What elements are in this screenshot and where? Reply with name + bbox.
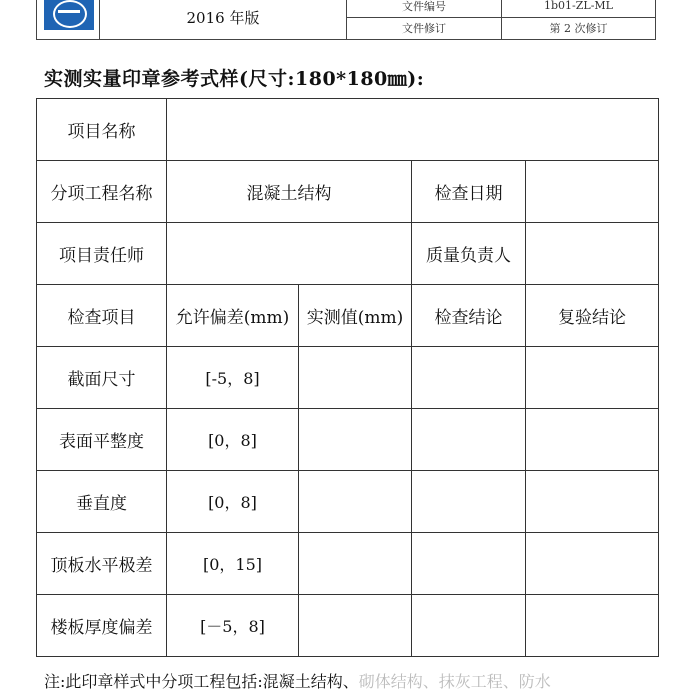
recheck-result-cell — [526, 471, 659, 533]
check-result-cell — [412, 595, 526, 657]
recheck-result-cell — [526, 409, 659, 471]
measured-value-cell — [299, 471, 412, 533]
check-date-value — [526, 161, 659, 223]
table-row — [37, 595, 659, 657]
column-header: 检查结论 — [412, 285, 526, 347]
tolerance-value: [-5，8] — [167, 347, 299, 409]
column-header-row — [37, 285, 659, 347]
inspection-stamp-table — [36, 98, 659, 657]
check-item: 楼板厚度偏差 — [37, 595, 167, 657]
quality-lead-value — [526, 223, 659, 285]
check-item: 截面尺寸 — [37, 347, 167, 409]
table-row — [37, 347, 659, 409]
engineer-label: 项目责任师 — [37, 223, 167, 285]
check-date-label: 检查日期 — [412, 161, 526, 223]
measured-value-cell — [299, 595, 412, 657]
footnote — [44, 669, 551, 692]
header-logo-cell — [37, 0, 100, 40]
table-row — [37, 471, 659, 533]
project-name-label: 项目名称 — [37, 99, 167, 161]
check-result-cell — [412, 471, 526, 533]
check-result-cell — [412, 409, 526, 471]
project-name-value — [167, 99, 659, 161]
check-result-cell — [412, 347, 526, 409]
header-revision-label: 文件修订 — [347, 17, 502, 40]
check-item: 顶板水平极差 — [37, 533, 167, 595]
engineer-value — [167, 223, 412, 285]
subproject-label: 分项工程名称 — [37, 161, 167, 223]
footnote-faded-text: 砌体结构、抹灰工程、防水 — [358, 672, 551, 691]
check-result-cell — [412, 533, 526, 595]
tolerance-value: [0，8] — [167, 471, 299, 533]
page-title: 实测实量印章参考式样(尺寸:180*180㎜): — [44, 68, 425, 90]
column-header: 允许偏差(mm) — [167, 285, 299, 347]
column-header: 实测值(mm) — [299, 285, 412, 347]
footnote-text: 注:此印章样式中分项工程包括:混凝土结构、 — [44, 672, 359, 691]
tolerance-value: [0，8] — [167, 409, 299, 471]
header-doc-number-label: 文件编号 — [347, 0, 502, 17]
recheck-result-cell — [526, 595, 659, 657]
measured-value-cell — [299, 347, 412, 409]
tolerance-value: [－5，8] — [167, 595, 299, 657]
header-doc-number-value: 1b01-ZL-ML — [502, 0, 656, 17]
document-header — [36, 0, 656, 40]
column-header: 检查项目 — [37, 285, 167, 347]
subproject-value: 混凝土结构 — [167, 161, 412, 223]
recheck-result-cell — [526, 533, 659, 595]
measured-value-cell — [299, 533, 412, 595]
tolerance-value: [0，15] — [167, 533, 299, 595]
measured-value-cell — [299, 409, 412, 471]
column-header: 复验结论 — [526, 285, 659, 347]
check-item: 表面平整度 — [37, 409, 167, 471]
header-revision-value: 第 2 次修订 — [502, 17, 656, 40]
header-version: 2016 年版 — [100, 0, 347, 40]
table-row — [37, 409, 659, 471]
check-item: 垂直度 — [37, 471, 167, 533]
table-row — [37, 533, 659, 595]
recheck-result-cell — [526, 347, 659, 409]
quality-lead-label: 质量负责人 — [412, 223, 526, 285]
